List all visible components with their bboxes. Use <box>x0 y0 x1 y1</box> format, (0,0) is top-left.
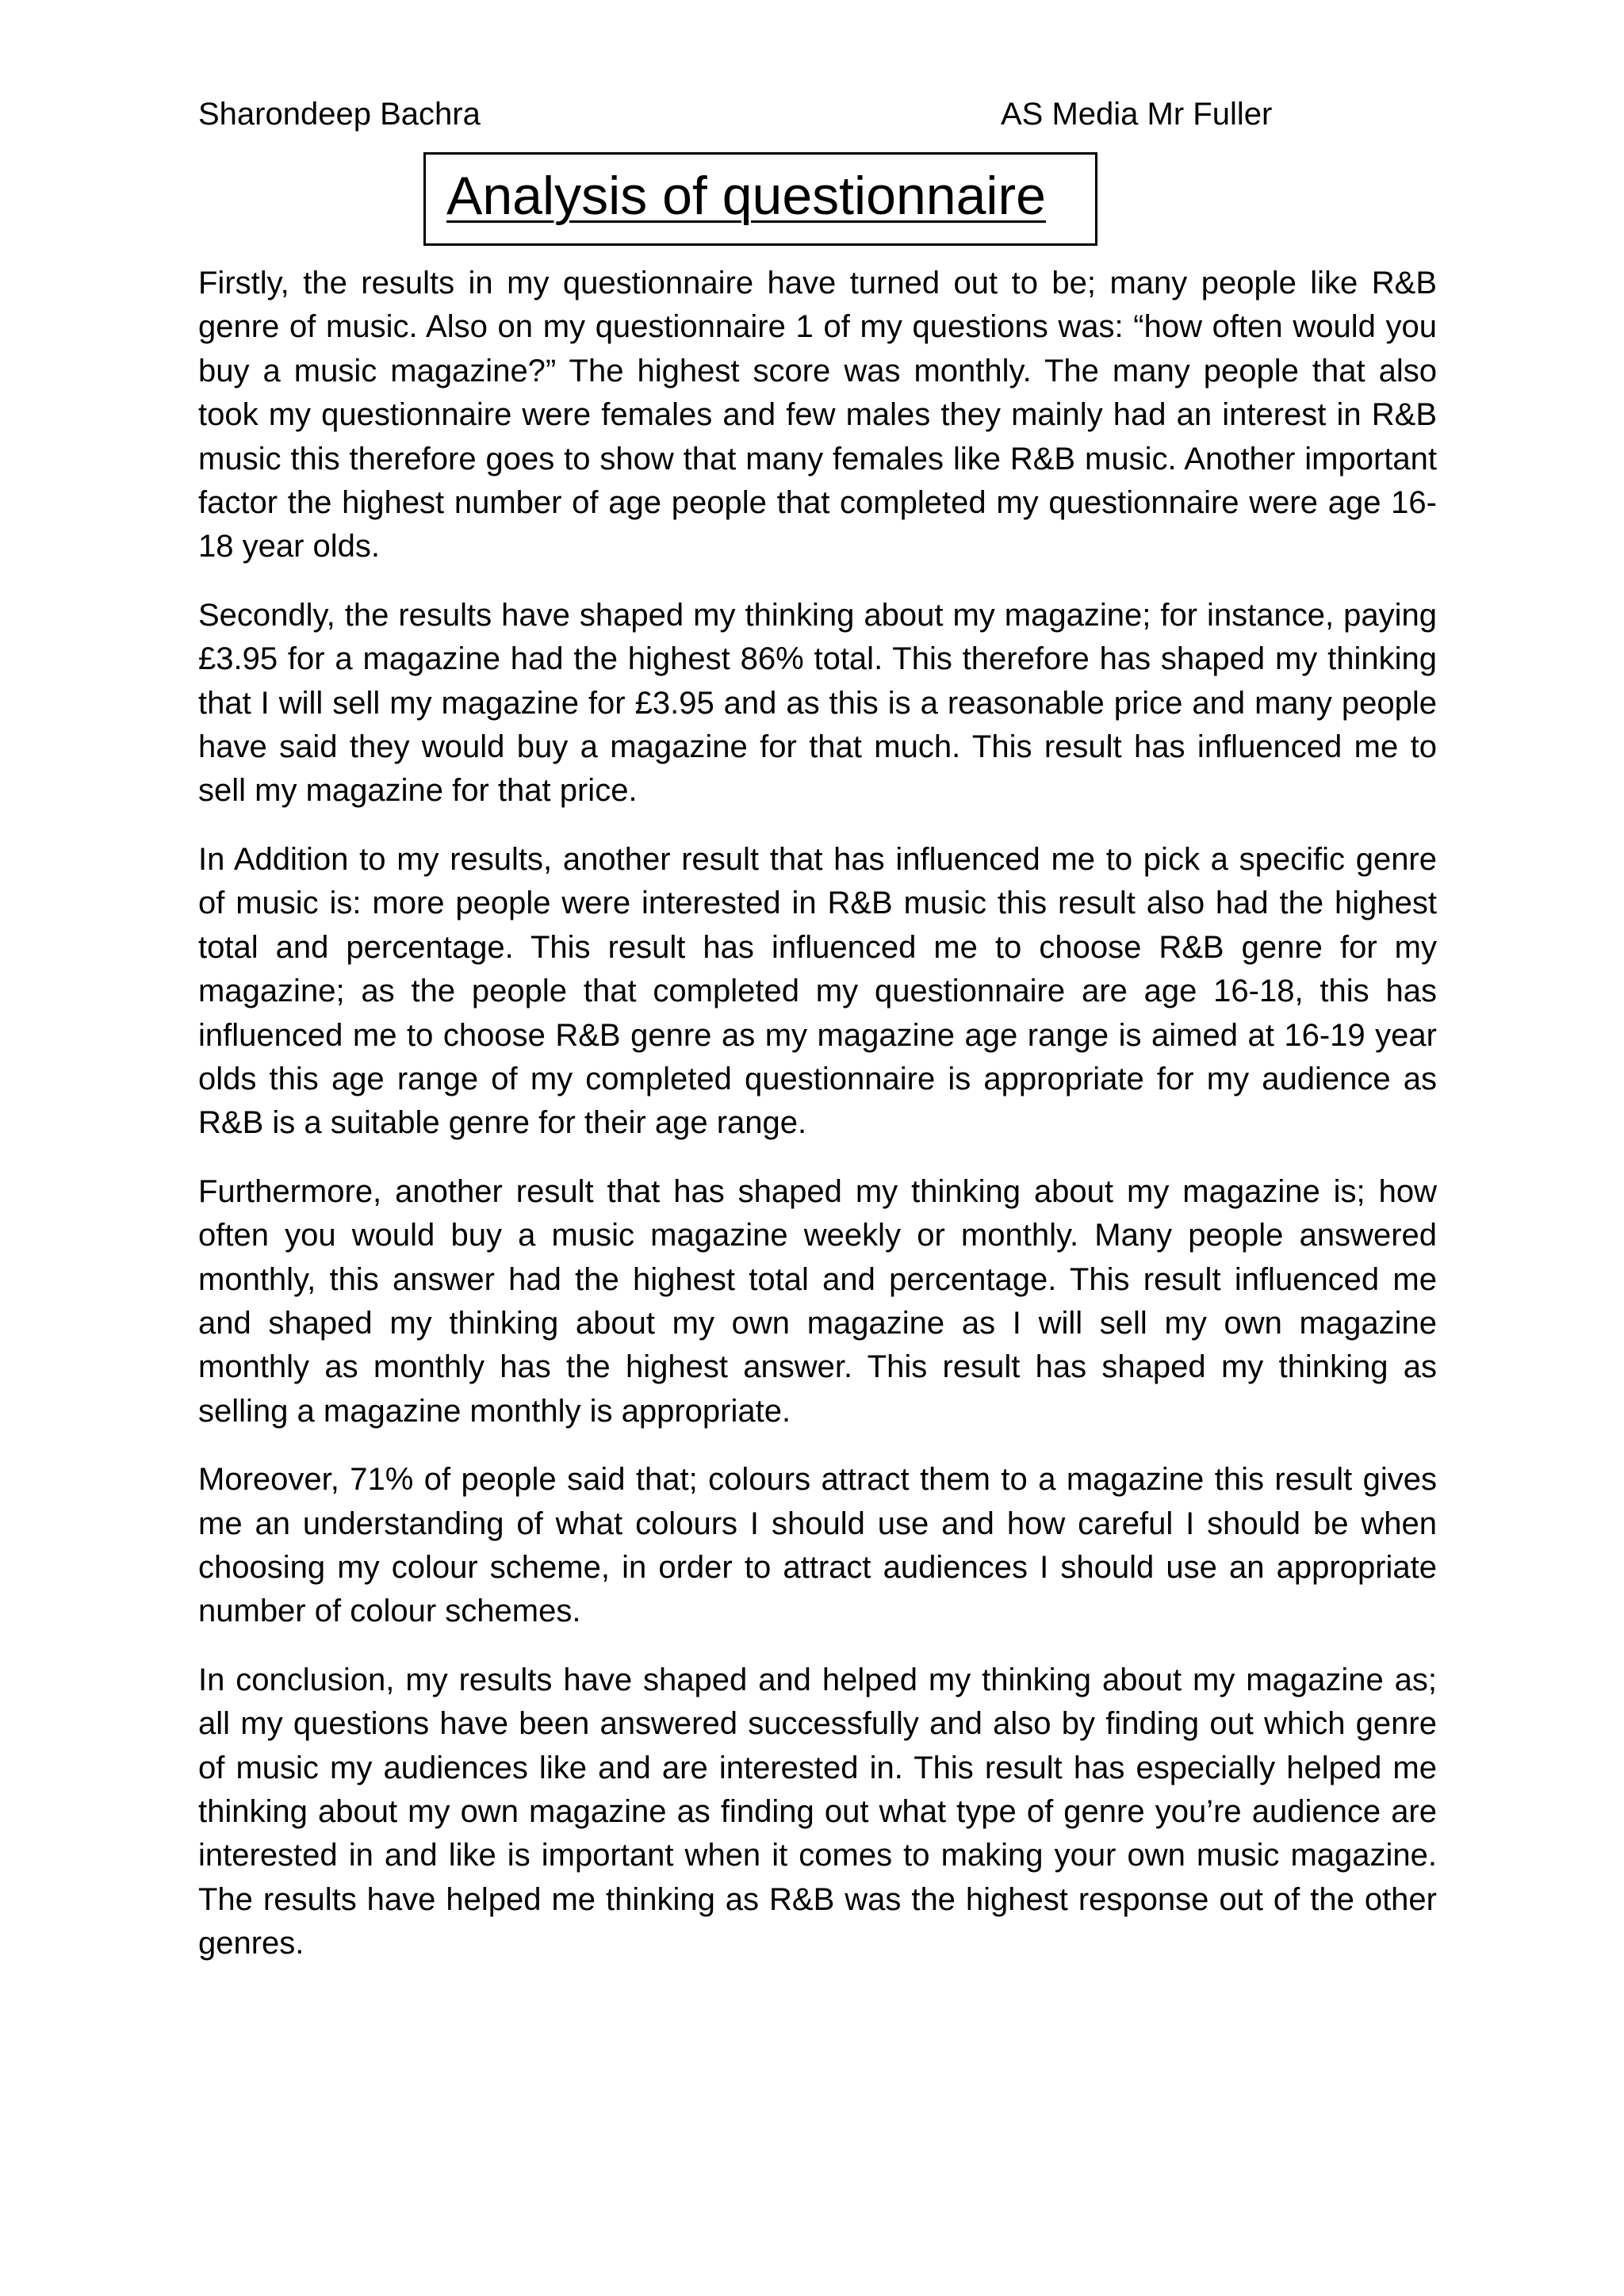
paragraph-in-addition: In Addition to my results, another result that has influenced me to pick a specific genre of music is: more people were interested in R&B music this result also had the highest total and percentage. This result has influenced me to choose R&B genre for my magazine; as the people that completed my questionnaire are age 16-18, this has influenced me to choose R&B genre as my magazine age range is aimed at 16-19 year olds this age range of my completed questionnaire is appropriate for my audience as R&B is a suitable genre for their age range. <box>198 841 1437 1141</box>
paragraph-moreover: Moreover, 71% of people said that; colours attract them to a magazine this result gives me an understanding of what colours I should use and how careful I should be when choosing my colour scheme, in order to attract audiences I should use an appropriate number of colour schemes. <box>198 1462 1437 1629</box>
author-name: Sharondeep Bachra <box>198 97 481 132</box>
title-box <box>423 152 1097 246</box>
paragraph-conclusion: In conclusion, my results have shaped and helped my thinking about my magazine as; all my questions have been answered successfully and also by finding out which genre of music my audiences like and are interested in. This result has especially helped me thinking about my own magazine as finding out what type of genre you’re audience are interested in and like is important when it comes to making your own music magazine. The results have helped me thinking as R&B was the highest response out of the other genres. <box>198 1662 1437 1961</box>
paragraph-secondly: Secondly, the results have shaped my thinking about my magazine; for instance, paying £3.95 for a magazine had the highest 86% total. This therefore has shaped my thinking that I will sell my magazine for £3.95 and as this is a reasonable price and many people have said they would buy a magazine for that much. This result has influenced me to sell my magazine for that price. <box>198 597 1437 809</box>
paragraph-firstly: Firstly, the results in my questionnaire have turned out to be; many people like R&B genre of music. Also on my questionnaire 1 of my questions was: “how often would you buy a music magazine?” The highest score was monthly. The many people that also took my questionnaire were females and few males they mainly had an interest in R&B music this therefore goes to show that many females like R&B music. Another important factor the highest number of age people that completed my questionnaire were age 16-18 year olds. <box>198 266 1437 564</box>
course-label: AS Media Mr Fuller <box>1001 97 1273 132</box>
document-body <box>198 262 1437 1991</box>
paragraph-furthermore: Furthermore, another result that has shaped my thinking about my magazine is; how often you would buy a music magazine weekly or monthly. Many people answered monthly, this answer had the highest total and percentage. This result influenced me and shaped my thinking about my own magazine as I will sell my own magazine monthly as monthly has the highest answer. This result has shaped my thinking as selling a magazine monthly is appropriate. <box>198 1173 1437 1429</box>
page-title: Analysis of questionnaire <box>446 166 1047 226</box>
